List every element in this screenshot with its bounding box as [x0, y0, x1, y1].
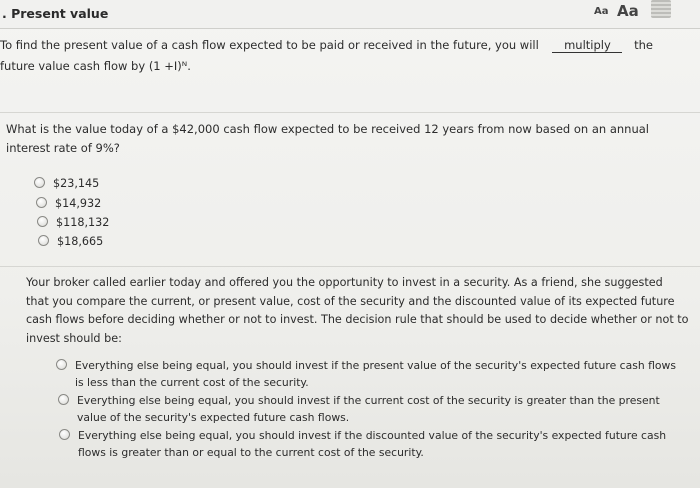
- q1-option-1[interactable]: [34, 175, 99, 192]
- q1-option-2[interactable]: [36, 195, 101, 212]
- q2-option-1[interactable]: [56, 357, 686, 391]
- option-line: Everything else being equal, you should invest if the present value of the security's expected future cash flows: [75, 359, 676, 372]
- question-1-line: What is the value today of a $42,000 cash flow expected to be received 12 years from now based on an annual: [6, 122, 649, 136]
- option-label: $118,132: [56, 216, 110, 229]
- question-1-prompt: [6, 120, 686, 158]
- section-divider: [0, 266, 700, 267]
- option-label: [75, 357, 676, 391]
- question-2-line: Your broker called earlier today and offered you the opportunity to invest in a security. As a friend, she suggested: [26, 276, 663, 289]
- option-label: $18,665: [57, 235, 104, 248]
- radio-button[interactable]: [59, 429, 70, 440]
- radio-button[interactable]: [34, 177, 45, 188]
- intro-line-1: [0, 36, 690, 55]
- font-increase-button[interactable]: Aa: [617, 2, 639, 20]
- question-header: [0, 0, 700, 29]
- question-title: . Present value: [2, 6, 109, 21]
- question-2-line: cash flows before deciding whether or not to invest. The decision rule that should be used to decide whether or not to: [26, 313, 689, 326]
- option-line: Everything else being equal, you should invest if the discounted value of the security's expected future cash: [78, 429, 667, 442]
- option-line: Everything else being equal, you should invest if the current cost of the security is greater than the present: [77, 394, 660, 407]
- radio-button[interactable]: [37, 216, 48, 227]
- radio-button[interactable]: [56, 359, 67, 370]
- document-icon[interactable]: [651, 0, 671, 18]
- radio-button[interactable]: [38, 235, 49, 246]
- question-1-line: interest rate of 9%?: [6, 141, 120, 155]
- intro-line-2: future value cash flow by (1 +I)ᴺ.: [0, 59, 191, 73]
- option-label: [77, 392, 660, 426]
- intro-answer-dropdown[interactable]: multiply: [552, 38, 622, 53]
- radio-button[interactable]: [58, 394, 69, 405]
- option-label: $23,145: [53, 177, 100, 190]
- question-2-line: invest should be:: [26, 331, 122, 345]
- option-line: is less than the current cost of the security.: [75, 376, 309, 389]
- q1-option-3[interactable]: [37, 214, 109, 231]
- intro-text-after: the: [634, 38, 653, 52]
- intro-text-before: To find the present value of a cash flow expected to be paid or received in the future, you will: [0, 38, 539, 52]
- question-2-prompt: [26, 274, 694, 348]
- font-decrease-button[interactable]: Aa: [594, 6, 609, 17]
- option-label: [78, 427, 666, 461]
- option-line: flows is greater than or equal to the current cost of the security.: [78, 446, 424, 459]
- question-2-line: that you compare the current, or present value, cost of the security and the discounted value of its expected future: [26, 294, 675, 308]
- q2-option-3[interactable]: [59, 427, 689, 461]
- option-line: value of the security's expected future cash flows.: [77, 411, 350, 424]
- option-label: $14,932: [55, 197, 102, 210]
- radio-button[interactable]: [36, 197, 47, 208]
- intro-statement: [0, 36, 690, 76]
- q2-option-2[interactable]: [58, 392, 688, 426]
- q1-option-4[interactable]: [38, 233, 103, 250]
- section-divider: [0, 112, 700, 113]
